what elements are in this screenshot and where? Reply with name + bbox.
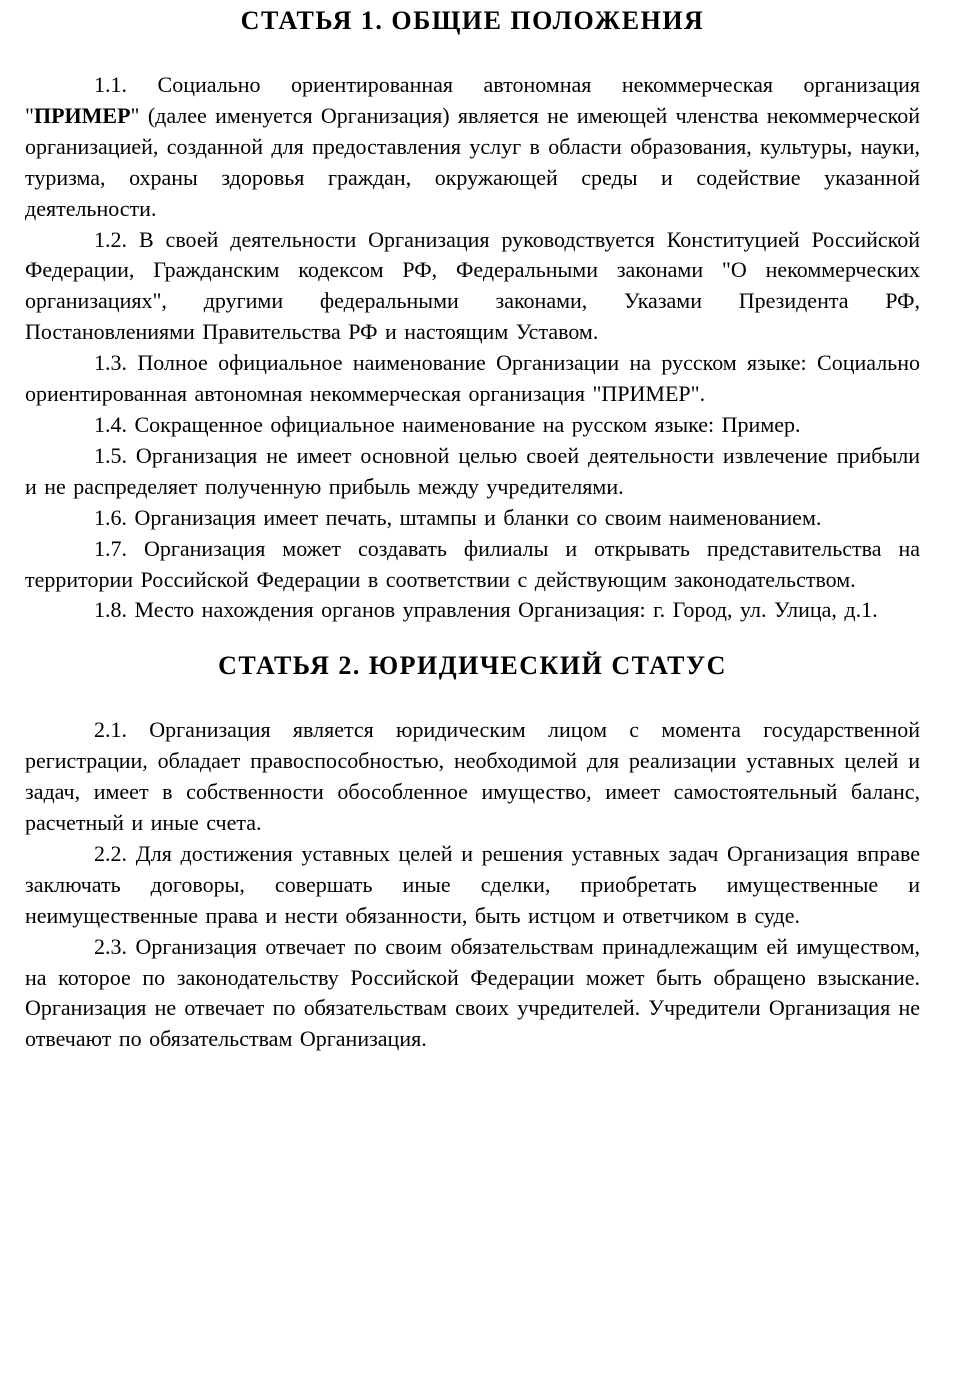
clause-1-5: 1.5. Организация не имеет основной целью своей деятельности извлечение прибыли и не распределяет полученную прибыль между учредителями. [25, 442, 920, 499]
clause-1-2: 1.2. В своей деятельности Организация руководствуется Конституцией Российской Федерации, Гражданским кодексом РФ, Федеральными законами "О некоммерческих организациях", другими федеральными законами, Указами Президента РФ, Постановлениями Правительства РФ и настоящим Уставом. [25, 226, 920, 345]
article-2-heading: СТАТЬЯ 2. ЮРИДИЧЕСКИЙ СТАТУС [218, 651, 727, 681]
clause-2-1: 2.1. Организация является юридическим лицом с момента государственной регистрации, обладает правоспособностью, необходимой для реализации уставных целей и задач, имеет в собственности обособленное имущество, имеет самостоятельный баланс, расчетный и иные счета. [25, 717, 920, 836]
organization-name-bold: ПРИМЕР [33, 102, 131, 128]
clause-1-1-text-after: " (далее именуется Организация) является не имеющей членства некоммерческой организацией, созданной для предоставления услуг в области образования, культуры, науки, туризма, охраны здоровья граждан, окружающей среды и содействие указанной деятельности. [25, 102, 920, 221]
clause-1-7: 1.7. Организация может создавать филиалы и открывать представительства на территории Российской Федерации в соответствии с действующим законодательством. [25, 535, 920, 592]
clause-1-4: 1.4. Сокращенное официальное наименование на русском языке: Пример. [94, 411, 801, 437]
clause-1-3: 1.3. Полное официальное наименование Организации на русском языке: Социально ориентированная автономная некоммерческая организация "ПРИМЕР". [25, 350, 920, 407]
clause-2-3: 2.3. Организация отвечает по своим обязательствам принадлежащим ей имуществом, на которое по законодательству Российской Федерации может быть обращено взыскание. Организация не отвечает по обязательствам своих учредителей. Учредители Организация не отвечают по обязательствам Организация. [25, 933, 920, 1052]
article-1-heading: СТАТЬЯ 1. ОБЩИЕ ПОЛОЖЕНИЯ [240, 6, 705, 35]
clause-1-1-text-before: 1.1. Социально ориентированная автономная некоммерческая организация " [25, 72, 920, 128]
clause-2-2: 2.2. Для достижения уставных целей и решения уставных задач Организация вправе заключать договоры, совершать иные сделки, приобретать имущественные и неимущественные права и нести обязанности, быть истцом и ответчиком в суде. [25, 840, 920, 928]
clause-1-8: 1.8. Место нахождения органов управления Организация: г. Город, ул. Улица, д.1. [94, 597, 878, 623]
clause-1-1 [25, 70, 920, 225]
clause-1-6: 1.6. Организация имеет печать, штампы и бланки со своим наименованием. [94, 504, 822, 530]
